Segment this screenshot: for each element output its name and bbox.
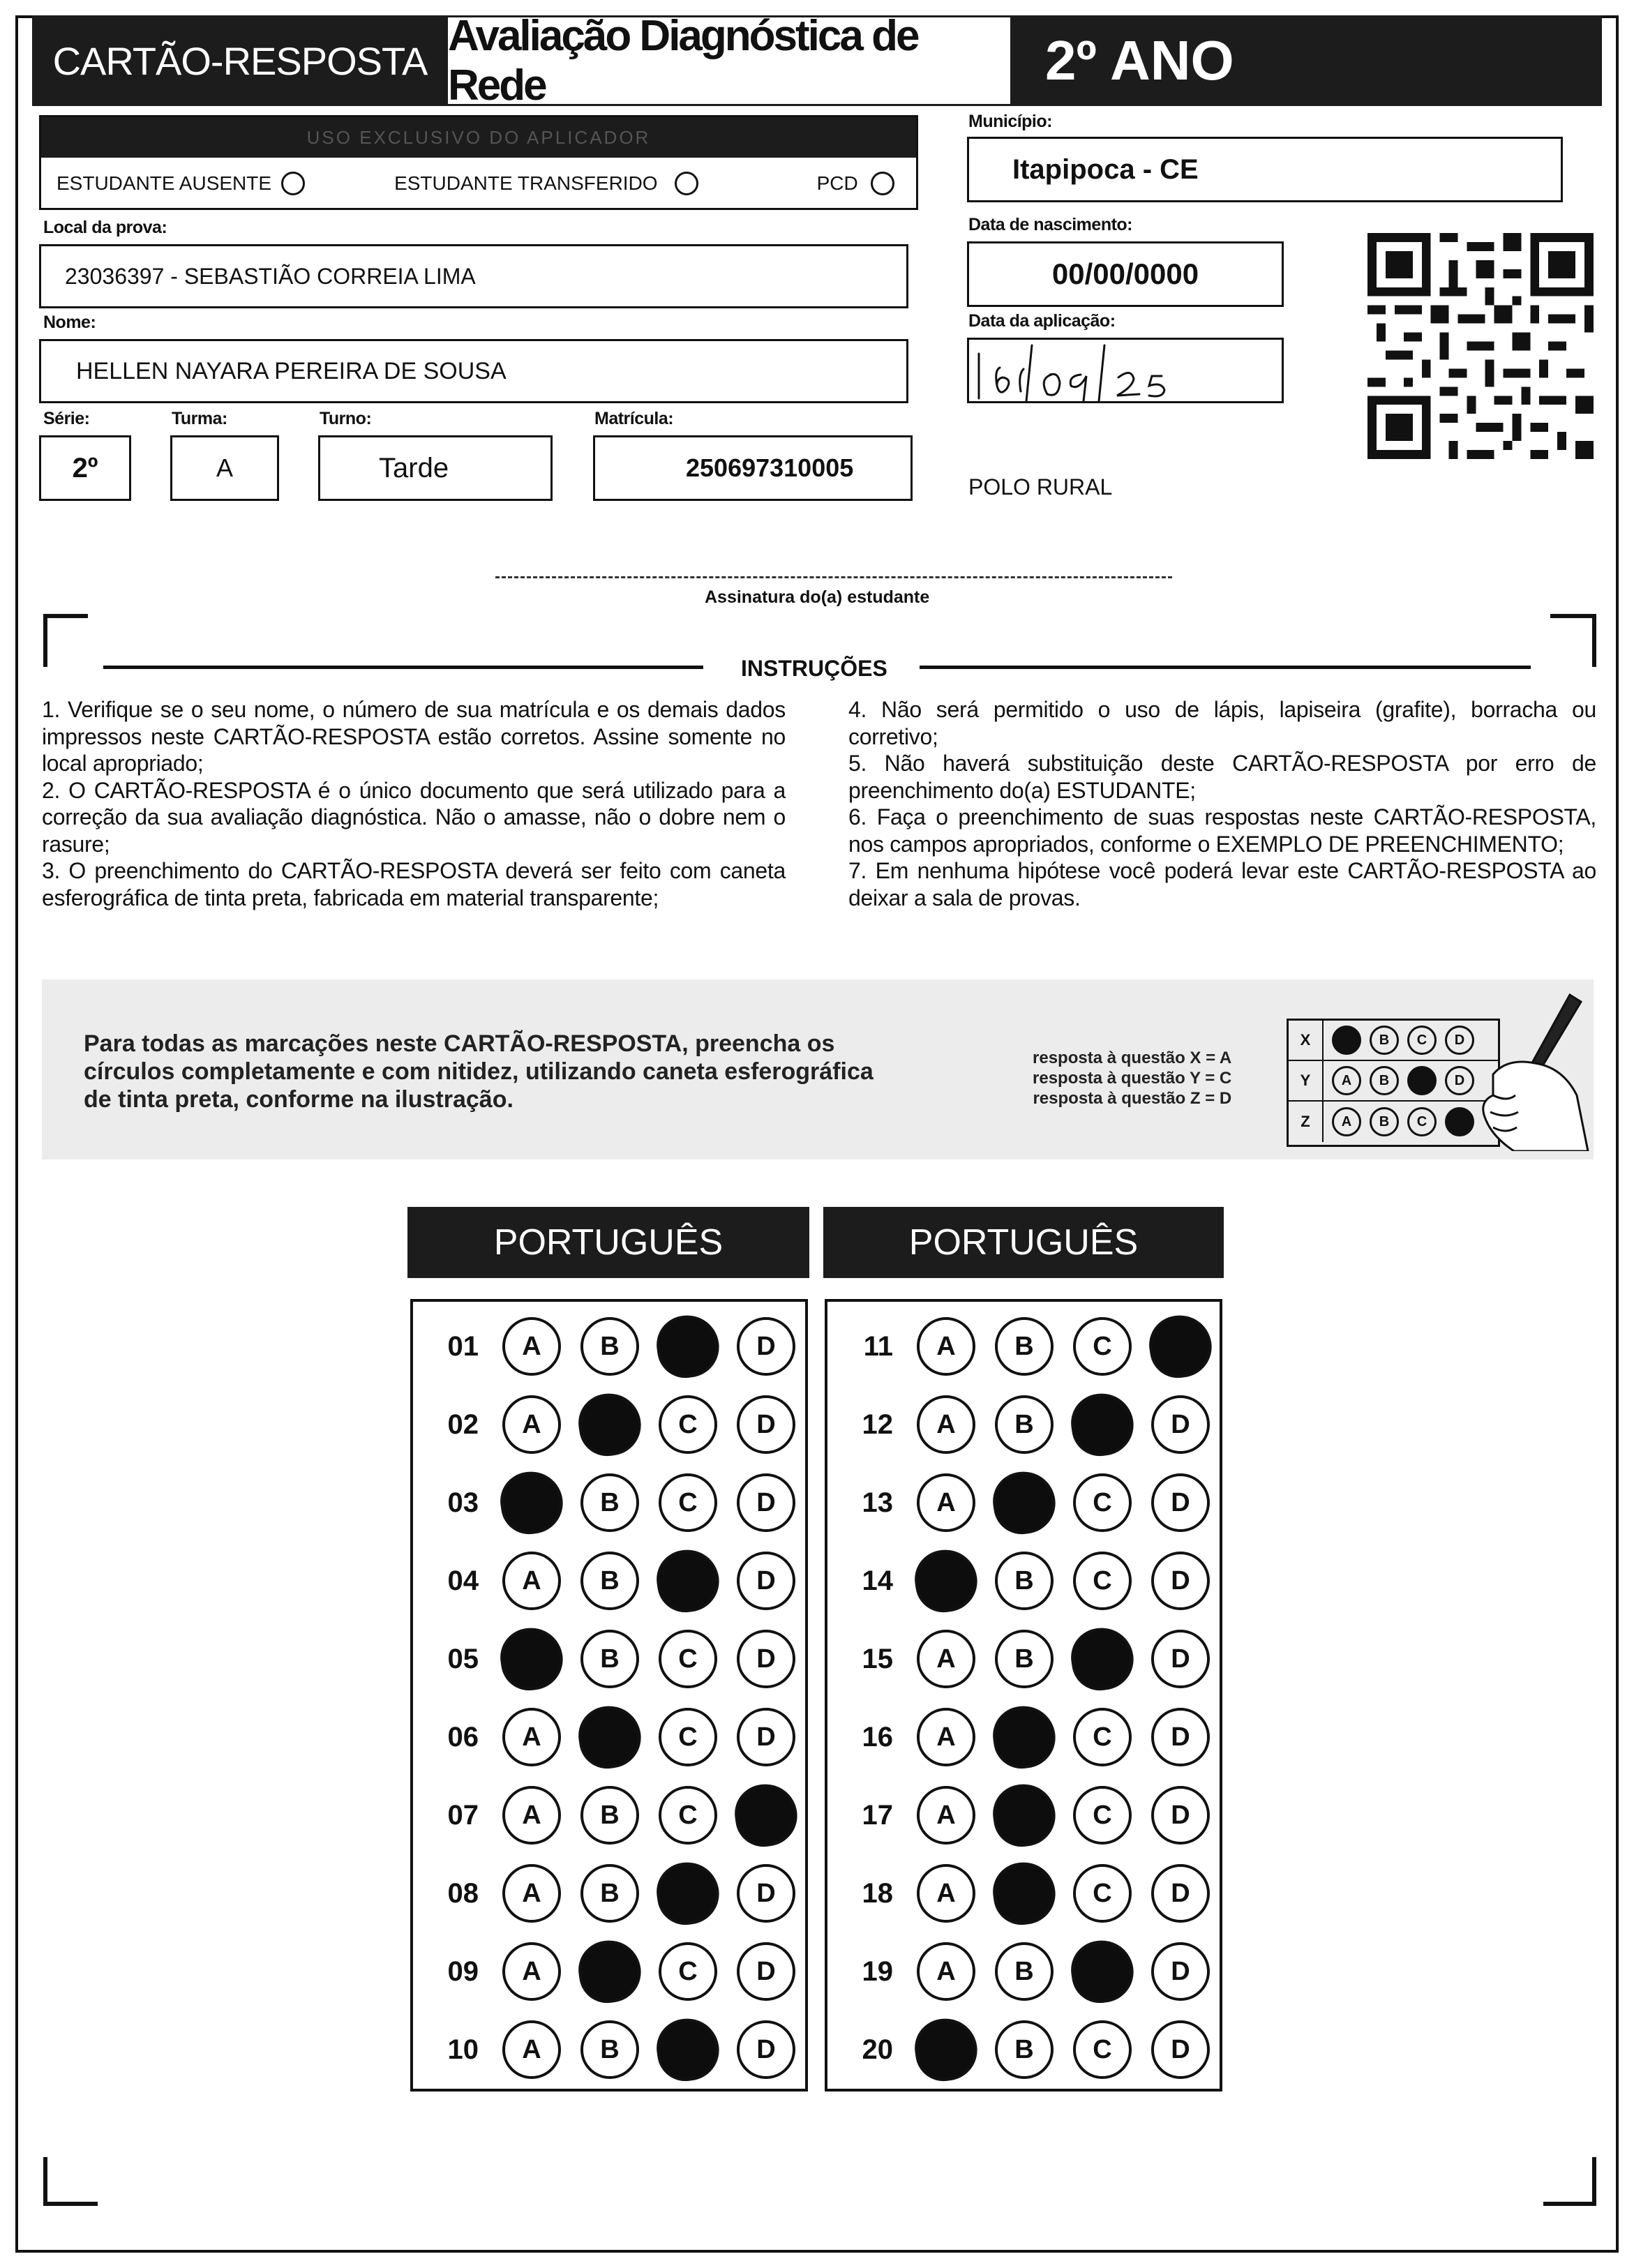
answer-bubble-a[interactable]: A [911,2015,982,2085]
polo-label: POLO RURAL [968,474,1113,500]
answer-bubble-d[interactable]: D [1151,1864,1210,1923]
turno-label: Turno: [320,409,372,428]
question-row [413,2015,805,2085]
answer-bubble-a[interactable]: A [502,2020,561,2079]
question-number: 09 [447,1955,479,1987]
answer-bubble-c[interactable]: C [659,1708,717,1766]
question-number: 06 [447,1721,479,1752]
answer-bubble-d[interactable]: D [737,1552,795,1610]
answer-bubble-d[interactable]: D [737,1942,795,2001]
answer-bubble-d[interactable]: D [1151,1473,1210,1532]
question-row [413,1780,805,1850]
answer-bubble-a[interactable]: A [497,1624,567,1695]
aplicacao-label: Data da aplicação: [968,311,1116,331]
answer-bubble-b[interactable]: B [580,1786,639,1845]
answer-bubble-b[interactable]: B [575,1937,645,2007]
answer-bubble-a[interactable]: A [502,1942,561,2001]
example-bubble-b: B [1370,1066,1399,1095]
answer-bubble-a[interactable]: A [917,1473,975,1532]
instruction-5: 5. Não haverá substituição deste CARTÃO-RESPOSTA por erro de preenchimento do(a) ESTUDANTE; [848,751,1596,803]
pcd-label: PCD [816,172,858,194]
example-key: resposta à questão Y = C [1033,1069,1232,1088]
question-row [413,1468,805,1538]
answer-bubble-a[interactable]: A [502,1552,561,1610]
answer-bubble-d[interactable]: D [737,1317,795,1376]
answer-bubble-b[interactable]: B [580,2020,639,2079]
answer-bubble-b[interactable]: B [995,1317,1054,1376]
answer-bubble-c[interactable]: C [659,1630,717,1688]
answer-bubble-c[interactable]: C [1073,2020,1132,2079]
answer-panel-2 [825,1299,1222,2091]
answer-bubble-a[interactable]: A [917,1317,975,1376]
question-row [413,1390,805,1459]
answer-bubble-b[interactable]: B [995,1942,1054,2001]
municipio-field: Itapipoca - CE [967,137,1563,202]
qr-code-icon [1367,233,1594,459]
turma-label: Turma: [172,409,227,428]
instructions-rule-left [103,666,703,669]
example-bubble-a: A [1332,1107,1361,1136]
answer-bubble-d[interactable]: D [1151,1552,1210,1610]
answer-bubble-b[interactable]: B [989,1468,1060,1538]
answer-bubble-c[interactable]: C [1073,1786,1132,1845]
answer-bubble-d[interactable]: D [737,1395,795,1454]
answer-bubble-d[interactable]: D [1151,1708,1210,1766]
question-number: 05 [447,1643,479,1674]
question-row [827,1624,1220,1694]
local-field: 23036397 - SEBASTIÃO CORREIA LIMA [39,244,908,308]
instruction-4: 4. Não será permitido o uso de lápis, lapiseira (grafite), borracha ou corretivo; [848,697,1596,749]
answer-bubble-a[interactable]: A [917,1942,975,2001]
answer-panel-1 [410,1299,808,2091]
question-row [827,1390,1220,1459]
applicator-section [39,115,918,210]
panel-title-2: PORTUGUÊS [823,1207,1224,1278]
answer-bubble-d[interactable]: D [737,2020,795,2079]
question-number: 02 [447,1409,479,1440]
instructions-right [848,696,1596,911]
question-number: 08 [447,1877,479,1909]
answer-bubble-b[interactable]: B [580,1473,639,1532]
answer-bubble-b[interactable]: B [580,1317,639,1376]
example-bubble-d: D [1445,1107,1474,1136]
example-bubble-c: C [1407,1026,1437,1055]
turno-field: Tarde [318,435,553,501]
fill-example [42,979,1594,1159]
example-key: resposta à questão X = A [1033,1049,1232,1067]
question-row [827,1858,1220,1928]
question-number: 03 [447,1487,479,1518]
answer-bubble-c[interactable]: C [653,1312,724,1382]
example-bubble-d: D [1445,1066,1474,1095]
question-number: 01 [447,1330,479,1362]
turma-field: A [170,435,279,501]
example-row-label: Z [1289,1102,1324,1142]
answer-bubble-b[interactable]: B [995,1630,1054,1688]
answer-bubble-c[interactable]: C [659,1786,717,1845]
answer-bubble-b[interactable]: B [575,1702,645,1773]
answer-bubble-c[interactable]: C [1067,1624,1138,1695]
example-bubble-d: D [1445,1026,1474,1055]
question-row [413,1937,805,2006]
corner-mark-bottom-right [1543,2157,1596,2206]
answer-bubble-a[interactable]: A [502,1708,561,1766]
card-title: CARTÃO-RESPOSTA [52,38,428,83]
answer-bubble-d[interactable]: D [1151,2020,1210,2079]
answer-bubble-a[interactable]: A [917,1395,975,1454]
question-row [413,1702,805,1772]
answer-bubble-a[interactable]: A [502,1864,561,1923]
answer-bubble-d[interactable]: D [1151,1786,1210,1845]
answer-bubble-c[interactable]: C [653,1858,724,1929]
answer-bubble-c[interactable]: C [1067,1390,1138,1460]
question-number: 16 [862,1721,893,1752]
question-row [827,2015,1220,2085]
question-row [413,1546,805,1616]
transferred-bubble[interactable] [675,172,698,195]
aplicacao-field[interactable] [967,338,1284,403]
question-row [827,1468,1220,1538]
answer-bubble-d[interactable]: D [1151,1630,1210,1688]
instruction-7: 7. Em nenhuma hipótese você poderá levar este CARTÃO-RESPOSTA ao deixar a sala de provas. [848,858,1596,910]
signature-line[interactable] [495,576,1172,578]
answer-bubble-d[interactable]: D [737,1473,795,1532]
handwritten-date [969,340,1282,401]
instruction-3: 3. O preenchimento do CARTÃO-RESPOSTA deverá ser feito com caneta esferográfica de tinta preta, fabricada em material transparente; [42,858,786,910]
example-text: Para todas as marcações neste CARTÃO-RESPOSTA, preencha os círculos completamente e com nitidez, utilizando caneta esferográfica de tinta preta, conforme na ilustração. [84,1030,874,1113]
question-number: 18 [862,1877,893,1909]
answer-bubble-b[interactable]: B [995,1552,1054,1610]
instructions-title: INSTRUÇÕES [741,656,887,681]
question-number: 04 [447,1565,479,1596]
question-number: 10 [447,2034,479,2065]
local-label: Local da prova: [43,218,167,237]
answer-bubble-c[interactable]: C [653,2015,724,2085]
panel-title-1: PORTUGUÊS [407,1207,809,1278]
answer-bubble-b[interactable]: B [580,1864,639,1923]
transferred-option[interactable] [394,172,698,195]
answer-bubble-b[interactable]: B [575,1390,645,1460]
answer-bubble-a[interactable]: A [502,1395,561,1454]
question-number: 12 [862,1409,893,1440]
absent-option[interactable] [57,172,305,195]
answer-bubble-c[interactable]: C [659,1942,717,2001]
nome-label: Nome: [43,313,96,332]
question-number: 07 [447,1799,479,1831]
applicator-bar: USO EXCLUSIVO DO APLICADOR [41,117,916,158]
serie-field: 2º [39,435,131,501]
answer-bubble-c[interactable]: C [1067,1937,1138,2007]
answer-bubble-c[interactable]: C [1073,1473,1132,1532]
transferred-label: ESTUDANTE TRANSFERIDO [394,172,658,194]
header-bar [32,12,1602,110]
answer-bubble-a[interactable]: A [911,1546,982,1616]
question-row [413,1858,805,1928]
serie-label: Série: [43,409,90,428]
example-key: resposta à questão Z = D [1033,1089,1232,1108]
question-number: 19 [862,1955,893,1987]
question-row [827,1312,1220,1381]
answer-bubble-c[interactable]: C [659,1395,717,1454]
instruction-6: 6. Faça o preenchimento de suas respostas neste CARTÃO-RESPOSTA, nos campos apropriados, conforme o EXEMPLO DE PREENCHIMENTO; [848,804,1596,857]
pcd-bubble[interactable] [871,172,894,195]
question-row [413,1312,805,1381]
answer-bubble-c[interactable]: C [1073,1317,1132,1376]
example-bubble-b: B [1370,1026,1399,1055]
answer-bubble-a[interactable]: A [917,1630,975,1688]
example-row-label: Y [1289,1061,1324,1100]
matricula-field: 250697310005 [593,435,913,501]
example-bubble-a: A [1332,1066,1361,1095]
question-number: 20 [862,2034,893,2065]
instruction-1: 1. Verifique se o seu nome, o número de sua matrícula e os demais dados impressos neste CARTÃO-RESPOSTA estão corretos. Assine somente no local apropriado; [42,697,786,776]
question-row [827,1702,1220,1772]
instructions-left [42,696,786,911]
absent-bubble[interactable] [281,172,305,195]
answer-bubble-b[interactable]: B [580,1552,639,1610]
answer-bubble-b[interactable]: B [989,1702,1060,1773]
answer-bubble-a[interactable]: A [917,1864,975,1923]
example-row-label: X [1289,1021,1324,1060]
question-number: 15 [862,1643,893,1674]
corner-mark-top-left [43,614,88,667]
municipio-label: Município: [968,112,1052,131]
question-row [827,1780,1220,1850]
corner-mark-bottom-left [43,2157,98,2206]
answer-bubble-c[interactable]: C [1073,1864,1132,1923]
answer-bubble-b[interactable]: B [989,1858,1060,1929]
corner-mark-top-right [1550,614,1596,667]
answer-bubble-d[interactable]: D [737,1864,795,1923]
nome-field: HELLEN NAYARA PEREIRA DE SOUSA [39,339,908,403]
answer-bubble-a[interactable]: A [497,1468,567,1538]
answer-bubble-d[interactable]: D [737,1630,795,1688]
question-number: 17 [862,1799,893,1831]
answer-bubble-d[interactable]: D [737,1708,795,1766]
nascimento-field: 00/00/0000 [967,241,1284,307]
answer-bubble-b[interactable]: B [995,1395,1054,1454]
question-row [827,1546,1220,1616]
grade-title: 2º ANO [1045,29,1234,91]
exam-title: Avaliação Diagnóstica de Rede [448,17,1010,104]
instructions-rule-right [920,666,1531,669]
example-keys [1033,1048,1231,1109]
matricula-label: Matrícula: [594,409,674,428]
answer-bubble-d[interactable]: D [731,1780,802,1851]
question-number: 14 [862,1565,893,1596]
answer-bubble-a[interactable]: A [502,1317,561,1376]
answer-bubble-c[interactable]: C [659,1473,717,1532]
answer-bubble-b[interactable]: B [580,1630,639,1688]
answer-bubble-b[interactable]: B [989,1780,1060,1851]
answer-bubble-c[interactable]: C [1073,1708,1132,1766]
signature-label: Assinatura do(a) estudante [705,587,930,607]
answer-bubble-a[interactable]: A [917,1786,975,1845]
example-bubble-a: A [1332,1026,1361,1055]
answer-bubble-d[interactable]: D [1151,1395,1210,1454]
question-number: 11 [863,1330,893,1362]
nascimento-label: Data de nascimento: [968,215,1133,234]
answer-bubble-c[interactable]: C [653,1546,724,1616]
hand-pen-icon [1465,991,1591,1151]
question-number: 13 [862,1487,893,1518]
answer-bubble-a[interactable]: A [502,1786,561,1845]
answer-bubble-d[interactable]: D [1146,1312,1216,1382]
absent-label: ESTUDANTE AUSENTE [57,172,272,194]
answer-bubble-a[interactable]: A [917,1708,975,1766]
question-row [413,1624,805,1694]
pcd-option[interactable] [817,172,894,195]
answer-bubble-d[interactable]: D [1151,1942,1210,2001]
question-row [827,1937,1220,2006]
example-bubble-c: C [1407,1107,1437,1136]
example-bubble-c: C [1407,1066,1437,1095]
answer-bubble-c[interactable]: C [1073,1552,1132,1610]
example-bubble-b: B [1370,1107,1399,1136]
instruction-2: 2. O CARTÃO-RESPOSTA é o único documento que será utilizado para a correção da sua avaliação diagnóstica. Não o amasse, não o dobre nem o rasure; [42,777,786,857]
answer-bubble-b[interactable]: B [995,2020,1054,2079]
